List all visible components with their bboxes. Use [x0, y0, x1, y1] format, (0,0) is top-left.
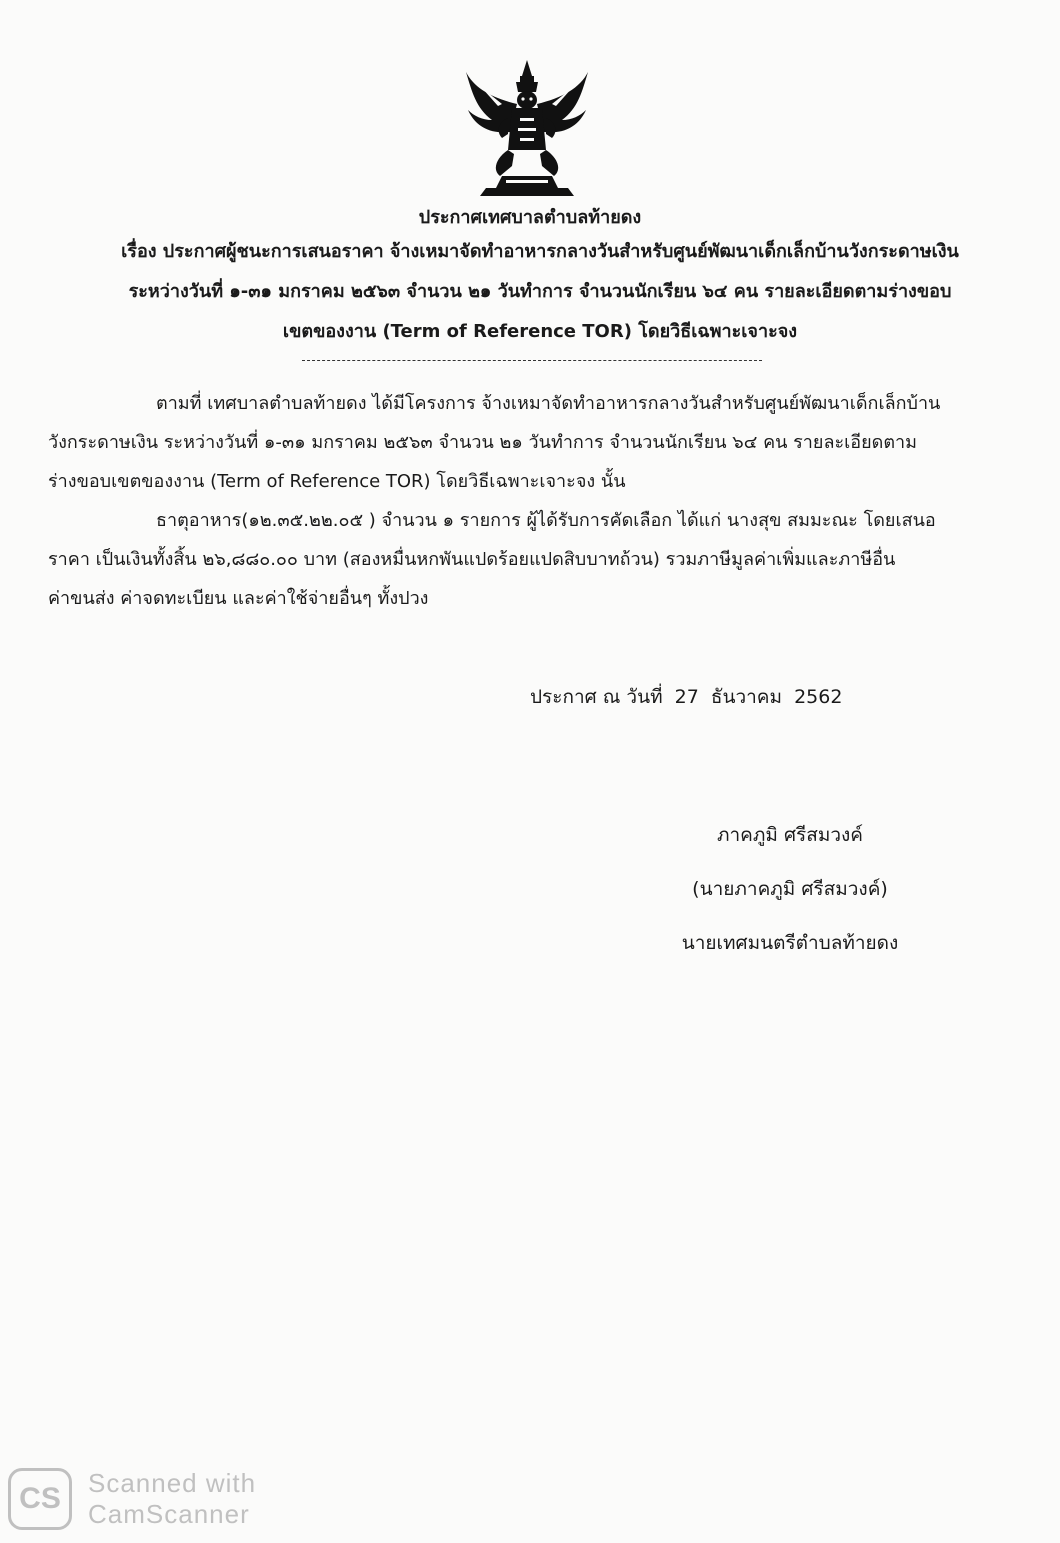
date-day: 27 — [674, 686, 699, 708]
subject-line: เรื่อง ประกาศผู้ชนะการเสนอราคา จ้างเหมาจัดทำอาหารกลางวันสำหรับศูนย์พัฒนาเด็กเล็กบ้านวังกระดาษเงิน — [121, 241, 959, 262]
date-prefix: ประกาศ ณ วันที่ — [530, 686, 663, 708]
body-line: วังกระดาษเงิน ระหว่างวันที่ ๑-๓๑ มกราคม ๒๕๖๓ จำนวน ๒๑ วันทำการ จำนวนนักเรียน ๖๔ คน รายละเอียดตาม — [48, 432, 918, 453]
document-title: ประกาศเทศบาลตำบลท้ายดง — [418, 207, 642, 228]
signature-name: ภาคภูมิ ศรีสมวงค์ — [716, 824, 864, 846]
document-body — [48, 384, 1010, 618]
dashed-divider — [302, 360, 762, 361]
date-year: 2562 — [794, 686, 843, 708]
document-subject — [60, 232, 1020, 352]
camscanner-logo-icon: CS — [8, 1468, 72, 1530]
watermark-line: CamScanner — [88, 1499, 250, 1529]
body-line: ธาตุอาหาร(๑๒.๓๕.๒๒.๐๕ ) จำนวน ๑ รายการ ผู้ได้รับการคัดเลือก ได้แก่ นางสุข สมมะณะ โดยเสนอ — [156, 510, 936, 531]
date-month: ธันวาคม — [710, 686, 783, 708]
subject-line: ระหว่างวันที่ ๑-๓๑ มกราคม ๒๕๖๓ จำนวน ๒๑ วันทำการ จำนวนนักเรียน ๖๔ คน รายละเอียดตามร่างขอบ — [128, 281, 952, 302]
watermark-text — [88, 1468, 256, 1530]
subject-line: เขตของงาน (Term of Reference TOR) โดยวิธีเฉพาะเจาะจง — [282, 321, 798, 342]
body-line: ราคา เป็นเงินทั้งสิ้น ๒๖,๘๘๐.๐๐ บาท (สองหมื่นหกพันแปดร้อยแปดสิบบาทถ้วน) รวมภาษีมูลค่าเพิ่มและภาษีอื่น — [48, 549, 896, 570]
garuda-emblem-icon — [462, 58, 592, 198]
camscanner-watermark — [8, 1468, 256, 1530]
body-line: ค่าขนส่ง ค่าจดทะเบียน และค่าใช้จ่ายอื่นๆ ทั้งปวง — [48, 588, 429, 609]
body-line: ตามที่ เทศบาลตำบลท้ายดง ได้มีโครงการ จ้างเหมาจัดทำอาหารกลางวันสำหรับศูนย์พัฒนาเด็กเล็กบ้าน — [156, 393, 941, 414]
signatory-full-name: (นายภาคภูมิ ศรีสมวงค์) — [692, 878, 888, 900]
signatory-position: นายเทศมนตรีตำบลท้ายดง — [681, 932, 899, 954]
watermark-line: Scanned with — [88, 1468, 257, 1498]
body-line: ร่างขอบเขตของงาน (Term of Reference TOR) โดยวิธีเฉพาะเจาะจง นั้น — [48, 471, 626, 492]
announcement-date — [530, 682, 848, 712]
